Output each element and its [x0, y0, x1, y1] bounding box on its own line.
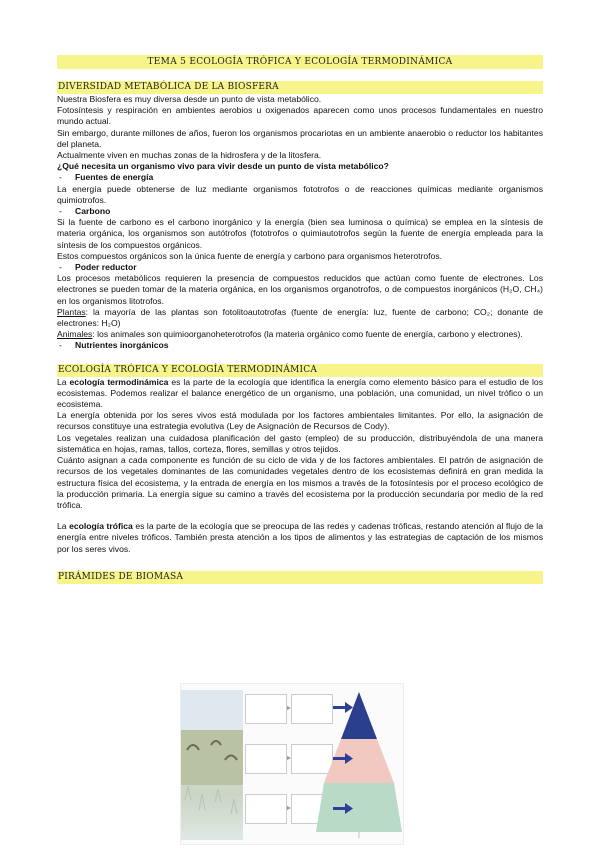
term-label: Animales	[57, 329, 93, 340]
section-heading-ecologia: ECOLOGÍA TRÓFICA Y ECOLOGÍA TERMODINÁMICA	[57, 364, 543, 377]
question-text: ¿Qué necesita un organismo vivo para vivir desde un punto de vista metabólico?	[57, 161, 389, 172]
paragraph: Los vegetales realizan una cuidadosa planificación del gasto (empleo) de su producción, distribuyéndola de una manera sistemática en hojas, ramas, tallos, corteza, flores, semillas y otros tejidos.	[57, 432, 543, 454]
paragraph: La energía obtenida por los seres vivos está modulada por los factores ambientales limitantes. Por ello, la asignación de recursos constituye una estrategia evolutiva (Ley de Asignación de Recursos de Cody).	[57, 410, 543, 432]
paragraph: Fotosíntesis y respiración en ambientes aerobios u oxigenados aparecen como unos procesos fundamentales en nuestro mundo actual.	[57, 105, 543, 127]
paragraph: Nuestra Biosfera es muy diversa desde un punto de vista metabólico.	[57, 94, 322, 104]
paragraph: Actualmente viven en muchas zonas de la hidrosfera y de la litosfera.	[57, 150, 322, 161]
section-heading-diversidad: DIVERSIDAD METABÓLICA DE LA BIOSFERA	[57, 81, 543, 94]
paragraph: Plantas: la mayoría de las plantas son fotolitoautotrofas (fuente de energía: luz, fuente de carbono; CO₂; donante de electrones: H₂O)	[57, 306, 543, 329]
pyramid-middle-level	[324, 739, 394, 783]
document-title: TEMA 5 ECOLOGÍA TRÓFICA Y ECOLOGÍA TERMODINÁMICA	[57, 55, 543, 69]
paragraph: Cuánto asignan a cada componente es función de su ciclo de vida y de los factores ambientales. El patrón de asignación de recursos de los vegetales dominantes de las comunidades vegetales dentro de los ecosistemas definirá en gran medida la estructura física del ecosistema, y la entrada de energía en los mismos a través de la fotosíntesis por el proceso ecológico de la producción primaria. La energía sigue su camino a través del ecosistema por la producción secundaria por medio de la red trófica.	[57, 455, 543, 510]
paragraph: Animales: los animales son quimioorganoheterotrofos (la materia orgánico como fuente de energía, carbono y electrones).	[57, 329, 523, 340]
biomass-pyramid-figure	[180, 683, 404, 845]
pyramid-top-level	[341, 692, 377, 739]
bullet-item: - Carbono	[59, 206, 111, 217]
paragraph: La energía puede obtenerse de luz mediante organismos fototrofos o de reacciones químicas mediante organismos quimiotrofos.	[57, 183, 543, 205]
bullet-item: - Nutrientes inorgánicos	[59, 340, 169, 351]
paragraph: Sin embargo, durante millones de años, fueron los organismos procariotas en un ambiente anaerobio o reductor los habitantes del planeta.	[57, 127, 543, 149]
document-page	[57, 50, 543, 584]
paragraph: La ecología termodinámica es la parte de la ecología que identifica la energía como elemento básico para el estudio de los ecosistemas. Podemos realizar el balance energético de un organismo, una población, una comunidad, un nivel trófico o un ecosistema.	[57, 376, 543, 410]
paragraph: Estos compuestos orgánicos son la única fuente de energía y carbono para organismos heterotrofos.	[57, 250, 443, 261]
bullet-item: - Poder reductor	[59, 262, 137, 273]
pyramid-diagram	[181, 684, 403, 844]
small-arrow-icon	[287, 706, 291, 810]
pyramid-base-level	[316, 783, 402, 832]
paragraph: Si la fuente de carbono es el carbono inorgánico y la energía (bien sea luminosa o química) se emplea en la síntesis de materia orgánica, los organismos son autótrofos (fototrofos o quimiautotrofos según la fuente de energía empleada para la síntesis de los compuestos orgánicos.	[57, 217, 543, 250]
bullet-item: - Fuentes de energía	[59, 172, 154, 183]
paragraph: La ecología trófica es la parte de la ecología que se preocupa de las redes y cadenas tróficas, restando atención al flujo de la energía entre niveles tróficos. También presta atención a los tipos de alimentos y las estrategias de captación de los mismos por los seres vivos.	[57, 521, 543, 554]
paragraph: Los procesos metabólicos requieren la presencia de compuestos reducidos que actúan como fuente de electrones. Los electrones se pueden tomar de la materia orgánica, en los organismos organotrofos, o de compuestos inorgánicos (H₂O, CH₄) en los organismos litotrofos.	[57, 273, 543, 306]
term-label: Plantas	[57, 306, 86, 317]
section-heading-piramides: PIRÁMIDES DE BIOMASA	[57, 571, 543, 584]
